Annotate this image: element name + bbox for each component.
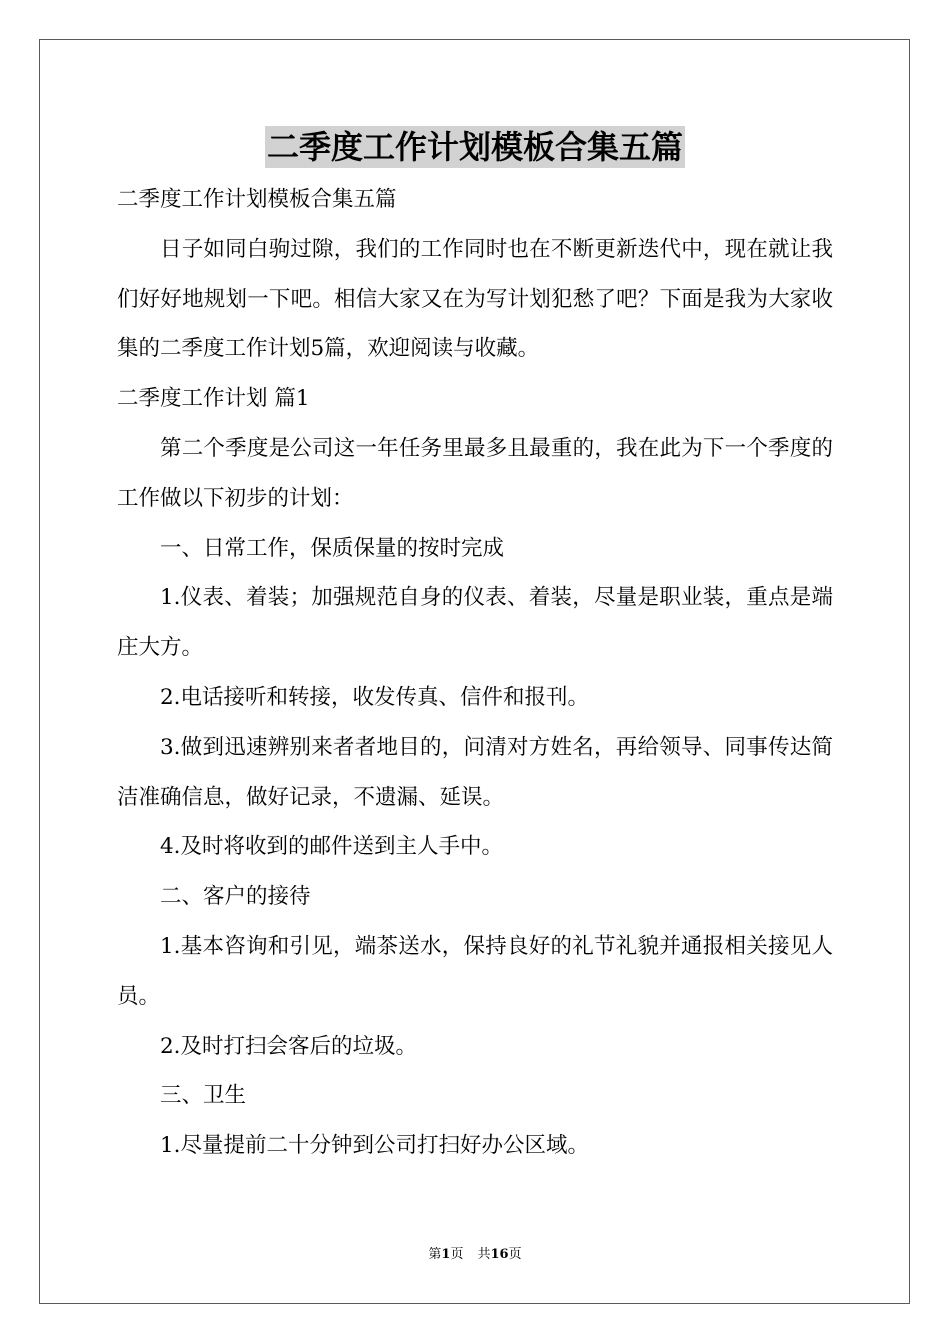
title-container bbox=[0, 126, 950, 168]
page-footer bbox=[0, 1245, 950, 1265]
body-paragraph: 二季度工作计划模板合集五篇 bbox=[117, 187, 397, 212]
body-paragraph: 第二个季度是公司这一年任务里最多且最重的，我在此为下一个季度的工作做以下初步的计划： bbox=[117, 435, 833, 511]
total-prefix: 共 bbox=[477, 1247, 491, 1262]
total-suffix: 页 bbox=[508, 1247, 522, 1262]
body-paragraph: 2.电话接听和转接，收发传真、信件和报刊。 bbox=[160, 684, 590, 710]
page-prefix: 第 bbox=[428, 1247, 442, 1262]
body-paragraph: 二季度工作计划 篇1 bbox=[117, 386, 310, 412]
body-paragraph: 3.做到迅速辨别来者者地目的，问清对方姓名，再给领导、同事传达简洁准确信息，做好记录，不遗漏、延误。 bbox=[117, 734, 833, 810]
body-paragraph: 日子如同白驹过隙，我们的工作同时也在不断更新迭代中，现在就让我们好好地规划一下吧。相信大家又在为写计划犯愁了吧？下面是我为大家收集的二季度工作计划5篇，欢迎阅读与收藏。 bbox=[117, 236, 833, 362]
body-paragraph: 三、卫生 bbox=[160, 1083, 247, 1109]
body-paragraph: 1.基本咨询和引见，端茶送水，保持良好的礼节礼貌并通报相关接见人员。 bbox=[117, 933, 833, 1009]
body-paragraph: 2.及时打扫会客后的垃圾。 bbox=[160, 1033, 418, 1059]
page-total-number: 16 bbox=[490, 1247, 509, 1262]
body-paragraph: 4.及时将收到的邮件送到主人手中。 bbox=[160, 834, 504, 860]
document-body bbox=[117, 175, 833, 1171]
document-title: 二季度工作计划模板合集五篇 bbox=[266, 128, 683, 166]
page-suffix: 页 bbox=[450, 1247, 464, 1262]
body-paragraph: 1.尽量提前二十分钟到公司打扫好办公区域。 bbox=[160, 1133, 590, 1159]
body-paragraph: 一、日常工作，保质保量的按时完成 bbox=[160, 535, 505, 561]
page-current-number: 1 bbox=[441, 1247, 451, 1262]
body-paragraph: 二、客户的接待 bbox=[160, 884, 311, 910]
body-paragraph: 1.仪表、着装；加强规范自身的仪表、着装，尽量是职业装，重点是端庄大方。 bbox=[117, 585, 833, 661]
